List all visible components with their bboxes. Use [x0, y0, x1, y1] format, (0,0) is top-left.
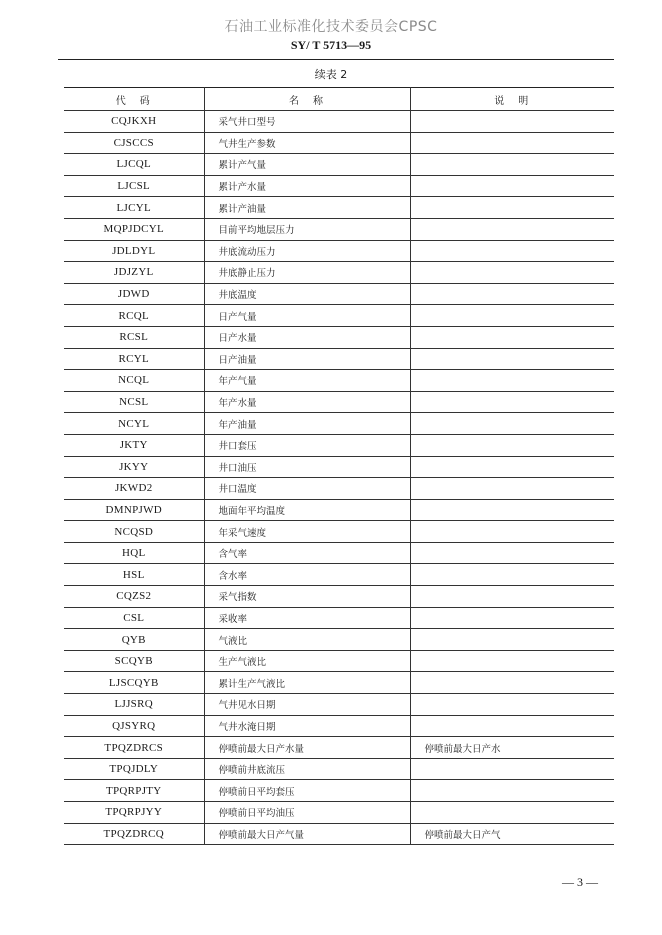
table-row — [64, 758, 614, 780]
table-row — [64, 499, 614, 521]
code-cell: CQJKXH — [64, 111, 204, 133]
table-row — [64, 348, 614, 370]
table-row — [64, 542, 614, 564]
note-cell — [410, 348, 614, 370]
watermark-text: 石油工业标准化技术委员会CPSC — [224, 19, 438, 35]
name-cell: 年产油量 — [204, 413, 410, 435]
table-row — [64, 521, 614, 543]
table-row — [64, 283, 614, 305]
code-cell: QJSYRQ — [64, 715, 204, 737]
note-cell — [410, 154, 614, 176]
name-cell: 年产气量 — [204, 370, 410, 392]
note-cell — [410, 218, 614, 240]
code-cell: MQPJDCYL — [64, 218, 204, 240]
code-cell: JKWD2 — [64, 478, 204, 500]
code-cell: LJCQL — [64, 154, 204, 176]
note-cell: 停喷前最大日产水 — [410, 737, 614, 759]
name-cell: 停喷前日平均油压 — [204, 802, 410, 824]
name-cell: 年产水量 — [204, 391, 410, 413]
name-cell: 井口油压 — [204, 456, 410, 478]
code-cell: LJCSL — [64, 175, 204, 197]
name-cell: 含水率 — [204, 564, 410, 586]
table-row — [64, 456, 614, 478]
table-row — [64, 672, 614, 694]
name-cell: 井口温度 — [204, 478, 410, 500]
note-cell — [410, 262, 614, 284]
table-row — [64, 737, 614, 759]
note-cell — [410, 650, 614, 672]
name-cell: 气井见水日期 — [204, 694, 410, 716]
table-row — [64, 111, 614, 133]
table-row — [64, 218, 614, 240]
code-cell: DMNPJWD — [64, 499, 204, 521]
code-cell: TPQZDRCQ — [64, 823, 204, 845]
note-cell — [410, 283, 614, 305]
note-cell — [410, 305, 614, 327]
note-cell — [410, 111, 614, 133]
code-cell: LJSCQYB — [64, 672, 204, 694]
note-cell — [410, 434, 614, 456]
column-header-code: 代 码 — [64, 88, 204, 111]
code-cell: HSL — [64, 564, 204, 586]
code-cell: NCSL — [64, 391, 204, 413]
code-cell: JDJZYL — [64, 262, 204, 284]
code-cell: NCYL — [64, 413, 204, 435]
note-cell — [410, 240, 614, 262]
name-cell: 年采气速度 — [204, 521, 410, 543]
name-cell: 累计产水量 — [204, 175, 410, 197]
code-cell: RCQL — [64, 305, 204, 327]
code-cell: HQL — [64, 542, 204, 564]
table-row — [64, 607, 614, 629]
table-row — [64, 413, 614, 435]
column-header-note: 说 明 — [410, 88, 614, 111]
name-cell: 井底温度 — [204, 283, 410, 305]
name-cell: 采收率 — [204, 607, 410, 629]
name-cell: 气井生产参数 — [204, 132, 410, 154]
table-row — [64, 391, 614, 413]
note-cell — [410, 391, 614, 413]
table-row — [64, 175, 614, 197]
table-row — [64, 434, 614, 456]
table-row — [64, 478, 614, 500]
name-cell: 停喷前最大日产水量 — [204, 737, 410, 759]
note-cell — [410, 478, 614, 500]
table-row — [64, 586, 614, 608]
note-cell — [410, 542, 614, 564]
note-cell — [410, 607, 614, 629]
name-cell: 气井水淹日期 — [204, 715, 410, 737]
table-row — [64, 780, 614, 802]
code-cell: JKTY — [64, 434, 204, 456]
header-rule — [58, 59, 614, 60]
table-row — [64, 370, 614, 392]
name-cell: 生产气液比 — [204, 650, 410, 672]
code-cell: SCQYB — [64, 650, 204, 672]
page-number: — 3 — — [562, 875, 598, 889]
note-cell — [410, 564, 614, 586]
name-cell: 采气井口型号 — [204, 111, 410, 133]
note-cell — [410, 413, 614, 435]
name-cell: 井底静止压力 — [204, 262, 410, 284]
column-header-name: 名 称 — [204, 88, 410, 111]
note-cell — [410, 629, 614, 651]
name-cell: 地面年平均温度 — [204, 499, 410, 521]
note-cell — [410, 694, 614, 716]
note-cell — [410, 175, 614, 197]
table-row — [64, 240, 614, 262]
table-row — [64, 262, 614, 284]
note-cell — [410, 521, 614, 543]
table-row — [64, 197, 614, 219]
code-cell: RCSL — [64, 326, 204, 348]
code-cell: JDWD — [64, 283, 204, 305]
table-row — [64, 564, 614, 586]
table-row — [64, 802, 614, 824]
name-cell: 井口套压 — [204, 434, 410, 456]
note-cell — [410, 132, 614, 154]
note-cell — [410, 586, 614, 608]
table-row — [64, 305, 614, 327]
code-cell: JKYY — [64, 456, 204, 478]
name-cell: 累计生产气液比 — [204, 672, 410, 694]
code-cell: CSL — [64, 607, 204, 629]
note-cell — [410, 456, 614, 478]
note-cell — [410, 780, 614, 802]
table-row — [64, 823, 614, 845]
note-cell — [410, 758, 614, 780]
standard-number: SY/ T 5713—95 — [290, 38, 372, 52]
code-cell: RCYL — [64, 348, 204, 370]
code-cell: CJSCCS — [64, 132, 204, 154]
name-cell: 累计产气量 — [204, 154, 410, 176]
name-cell: 目前平均地层压力 — [204, 218, 410, 240]
note-cell — [410, 197, 614, 219]
note-cell — [410, 672, 614, 694]
name-cell: 气液比 — [204, 629, 410, 651]
table-caption: 续表 2 — [314, 68, 348, 81]
name-cell: 停喷前日平均套压 — [204, 780, 410, 802]
table-row — [64, 154, 614, 176]
name-cell: 停喷前最大日产气量 — [204, 823, 410, 845]
note-cell — [410, 802, 614, 824]
code-cell: TPQZDRCS — [64, 737, 204, 759]
code-cell: QYB — [64, 629, 204, 651]
table-row — [64, 715, 614, 737]
name-cell: 日产水量 — [204, 326, 410, 348]
code-cell: NCQL — [64, 370, 204, 392]
name-cell: 井底流动压力 — [204, 240, 410, 262]
code-cell: NCQSD — [64, 521, 204, 543]
table-row — [64, 694, 614, 716]
table-row — [64, 650, 614, 672]
table-row — [64, 132, 614, 154]
name-cell: 日产油量 — [204, 348, 410, 370]
code-cell: LJCYL — [64, 197, 204, 219]
note-cell — [410, 370, 614, 392]
name-cell: 含气率 — [204, 542, 410, 564]
table-header-row — [64, 88, 614, 111]
code-cell: CQZS2 — [64, 586, 204, 608]
code-cell: LJJSRQ — [64, 694, 204, 716]
table-row — [64, 326, 614, 348]
note-cell — [410, 499, 614, 521]
note-cell: 停喷前最大日产气 — [410, 823, 614, 845]
name-cell: 停喷前井底流压 — [204, 758, 410, 780]
code-cell: JDLDYL — [64, 240, 204, 262]
code-table-container — [64, 87, 614, 845]
note-cell — [410, 715, 614, 737]
name-cell: 累计产油量 — [204, 197, 410, 219]
note-cell — [410, 326, 614, 348]
code-cell: TPQRPJTY — [64, 780, 204, 802]
code-table — [64, 87, 614, 845]
code-cell: TPQJDLY — [64, 758, 204, 780]
name-cell: 采气指数 — [204, 586, 410, 608]
table-row — [64, 629, 614, 651]
name-cell: 日产气量 — [204, 305, 410, 327]
code-cell: TPQRPJYY — [64, 802, 204, 824]
